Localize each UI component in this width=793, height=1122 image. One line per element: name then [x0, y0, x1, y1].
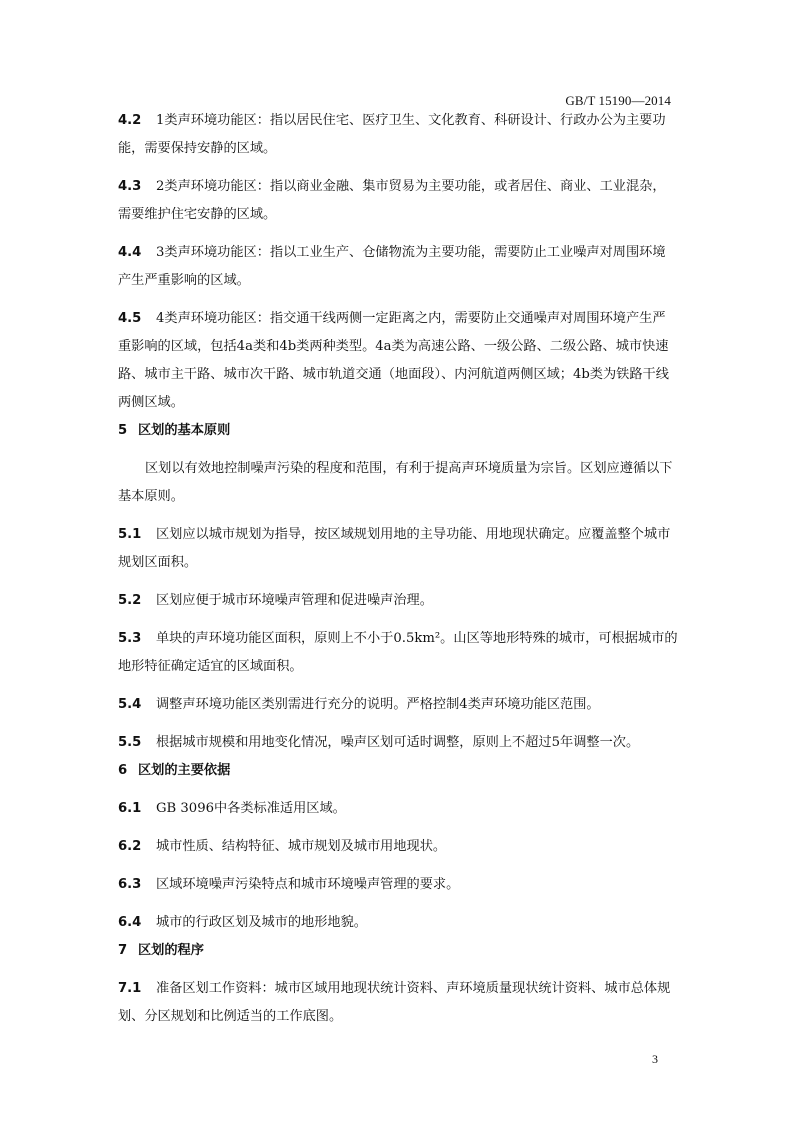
clause-5-5 — [118, 729, 678, 757]
section-heading-5 — [118, 417, 678, 445]
clause-number: 4.3 — [118, 179, 142, 194]
clause-number: 5.3 — [118, 631, 142, 646]
clause-number: 5.1 — [118, 527, 142, 542]
clause-number: 6.3 — [118, 877, 142, 892]
clause-5-3 — [118, 625, 678, 681]
clause-number: 6.1 — [118, 801, 142, 816]
clause-4-5 — [118, 305, 678, 417]
clause-number: 6.4 — [118, 915, 142, 930]
clause-4-3 — [118, 173, 678, 229]
section-number: 7 — [118, 943, 128, 958]
page-number: 3 — [652, 1052, 658, 1066]
clause-text: 城市的行政区划及城市的地形地貌。 — [156, 915, 367, 930]
section-title: 区划的程序 — [138, 943, 204, 958]
clause-6-4 — [118, 909, 678, 937]
clause-text: 城市性质、结构特征、城市规划及城市用地现状。 — [156, 839, 447, 854]
standard-code-header: GB/T 15190—2014 — [565, 93, 671, 108]
clause-4-4 — [118, 239, 678, 295]
clause-6-1 — [118, 795, 678, 823]
clause-number: 4.2 — [118, 113, 142, 128]
clause-5-2 — [118, 587, 678, 615]
section-number: 5 — [118, 423, 128, 438]
clause-text: 2类声环境功能区：指以商业金融、集市贸易为主要功能，或者居住、商业、工业混杂，需要维护住宅安静的区域。 — [118, 179, 666, 222]
clause-text: 4类声环境功能区：指交通干线两侧一定距离之内，需要防止交通噪声对周围环境产生严重影响的区域，包括4a类和4b类两种类型。4a类为高速公路、一级公路、二级公路、城市快速路、城市主干路、城市次干路、城市轨道交通（地面段）、内河航道两侧区域；4b类为铁路干线两侧区域。 — [118, 311, 669, 410]
clause-text: 区划应以城市规划为指导，按区域规划用地的主导功能、用地现状确定。应覆盖整个城市规划区面积。 — [118, 527, 671, 570]
clause-number: 5.5 — [118, 735, 142, 750]
clause-4-2 — [118, 107, 678, 163]
document-body — [118, 107, 678, 1031]
clause-text: 3类声环境功能区：指以工业生产、仓储物流为主要功能，需要防止工业噪声对周围环境产生严重影响的区域。 — [118, 245, 666, 288]
clause-number: 6.2 — [118, 839, 142, 854]
section-heading-6 — [118, 757, 678, 785]
clause-number: 4.5 — [118, 311, 142, 326]
clause-6-2 — [118, 833, 678, 861]
clause-5-4 — [118, 691, 678, 719]
section-title: 区划的基本原则 — [138, 423, 231, 438]
clause-text: 区域环境噪声污染特点和城市环境噪声管理的要求。 — [156, 877, 460, 892]
clause-text: GB 3096中各类标准适用区域。 — [156, 801, 346, 816]
clause-text: 调整声环境功能区类别需进行充分的说明。严格控制4类声环境功能区范围。 — [156, 697, 600, 712]
clause-number: 4.4 — [118, 245, 142, 260]
section-5-intro: 区划以有效地控制噪声污染的程度和范围，有利于提高声环境质量为宗旨。区划应遵循以下基本原则。 — [118, 461, 673, 504]
clause-7-1 — [118, 975, 678, 1031]
clause-text: 准备区划工作资料：城市区域用地现状统计资料、声环境质量现状统计资料、城市总体规划、分区规划和比例适当的工作底图。 — [118, 981, 671, 1024]
section-number: 6 — [118, 763, 128, 778]
clause-number: 7.1 — [118, 981, 142, 996]
clause-text: 单块的声环境功能区面积，原则上不小于0.5km²。山区等地形特殊的城市，可根据城市的地形特征确定适宜的区域面积。 — [118, 631, 678, 674]
clause-number: 5.2 — [118, 593, 142, 608]
section-title: 区划的主要依据 — [138, 763, 231, 778]
clause-text: 区划应便于城市环境噪声管理和促进噪声治理。 — [156, 593, 433, 608]
clause-6-3 — [118, 871, 678, 899]
clause-text: 根据城市规模和用地变化情况，噪声区划可适时调整，原则上不超过5年调整一次。 — [156, 735, 640, 750]
clause-number: 5.4 — [118, 697, 142, 712]
clause-5-1 — [118, 521, 678, 577]
section-heading-7 — [118, 937, 678, 965]
clause-text: 1类声环境功能区：指以居民住宅、医疗卫生、文化教育、科研设计、行政办公为主要功能，需要保持安静的区域。 — [118, 113, 666, 156]
